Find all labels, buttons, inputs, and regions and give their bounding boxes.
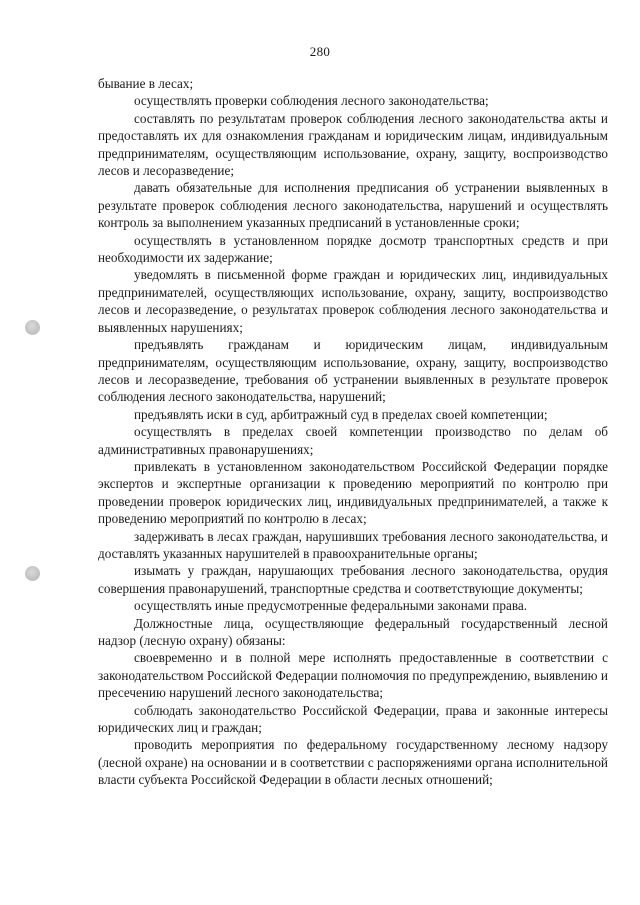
punch-hole-mark <box>25 320 40 335</box>
paragraph: привлекать в установленном законодательством Российской Федерации порядке экспертов и экспертные организации к проведению мероприятий по контролю при проведении проверок юридических лиц, индивидуальных предпринимателей, а также к проведению мероприятий по контролю в лесах; <box>98 458 608 527</box>
paragraph: предъявлять гражданам и юридическим лицам, индивидуальным предпринимателям, осуществляющим использование, охрану, защиту, воспроизводство лесов и лесоразведение, требования об устранении выявленных в результате проверок соблюдения лесного законодательства, нарушений; <box>98 337 608 405</box>
paragraph: осуществлять проверки соблюдения лесного законодательства; <box>134 93 489 109</box>
paragraph: бывание в лесах; <box>98 76 194 91</box>
document-body <box>98 75 608 789</box>
paragraph: осуществлять в установленном порядке досмотр транспортных средств и при необходимости их задержание; <box>98 232 608 266</box>
paragraph: осуществлять иные предусмотренные федеральными законами права. <box>134 598 528 614</box>
paragraph: соблюдать законодательство Российской Федерации, права и законные интересы юридических лиц и граждан; <box>98 702 608 736</box>
punch-hole-mark <box>25 566 40 581</box>
paragraph: задерживать в лесах граждан, нарушивших требования лесного законодательства, и доставлять указанных нарушителей в правоохранительные органы; <box>98 528 608 561</box>
paragraph: проводить мероприятия по федеральному государственному лесному надзору (лесной охране) на основании и в соответствии с распоряжениями органа исполнительной власти субъекта Российской Федерации в области лесных отношений; <box>98 737 608 788</box>
paragraph: Должностные лица, осуществляющие федеральный государственный лесной надзор (лесную охрану) обязаны: <box>98 615 608 648</box>
paragraph: осуществлять в пределах своей компетенции производство по делам об административных правонарушениях; <box>98 424 608 457</box>
paragraph: своевременно и в полной мере исполнять предоставленные в соответствии с законодательством Российской Федерации полномочия по предупреждению, выявлению и пресечению нарушений лесного законодательства; <box>98 650 608 701</box>
paragraph: предъявлять иски в суд, арбитражный суд в пределах своей компетенции; <box>134 406 548 422</box>
paragraph: изымать у граждан, нарушающих требования лесного законодательства, орудия совершения правонарушений, транспортные средства и соответствующие документы; <box>98 563 608 596</box>
paragraph: давать обязательные для исполнения предписания об устранении выявленных в результате проверок соблюдения лесного законодательства, нарушений и осуществлять контроль за выполнением указанных предписаний в установленные сроки; <box>98 180 608 231</box>
paragraph: составлять по результатам проверок соблюдения лесного законодательства акты и предоставлять их для ознакомления гражданам и юридическим лицам, индивидуальным предпринимателям, осуществляющим использование, охрану, защиту, воспроизводство лесов и лесоразведение; <box>98 110 608 179</box>
page-number: 280 <box>309 44 331 59</box>
paragraph: уведомлять в письменной форме граждан и юридических лиц, индивидуальных предпринимателей, осуществляющих использование, охрану, защиту, воспроизводство лесов и лесоразведение, о результатах проверок соблюдения лесного законодательства и выявленных нарушениях; <box>98 267 608 335</box>
